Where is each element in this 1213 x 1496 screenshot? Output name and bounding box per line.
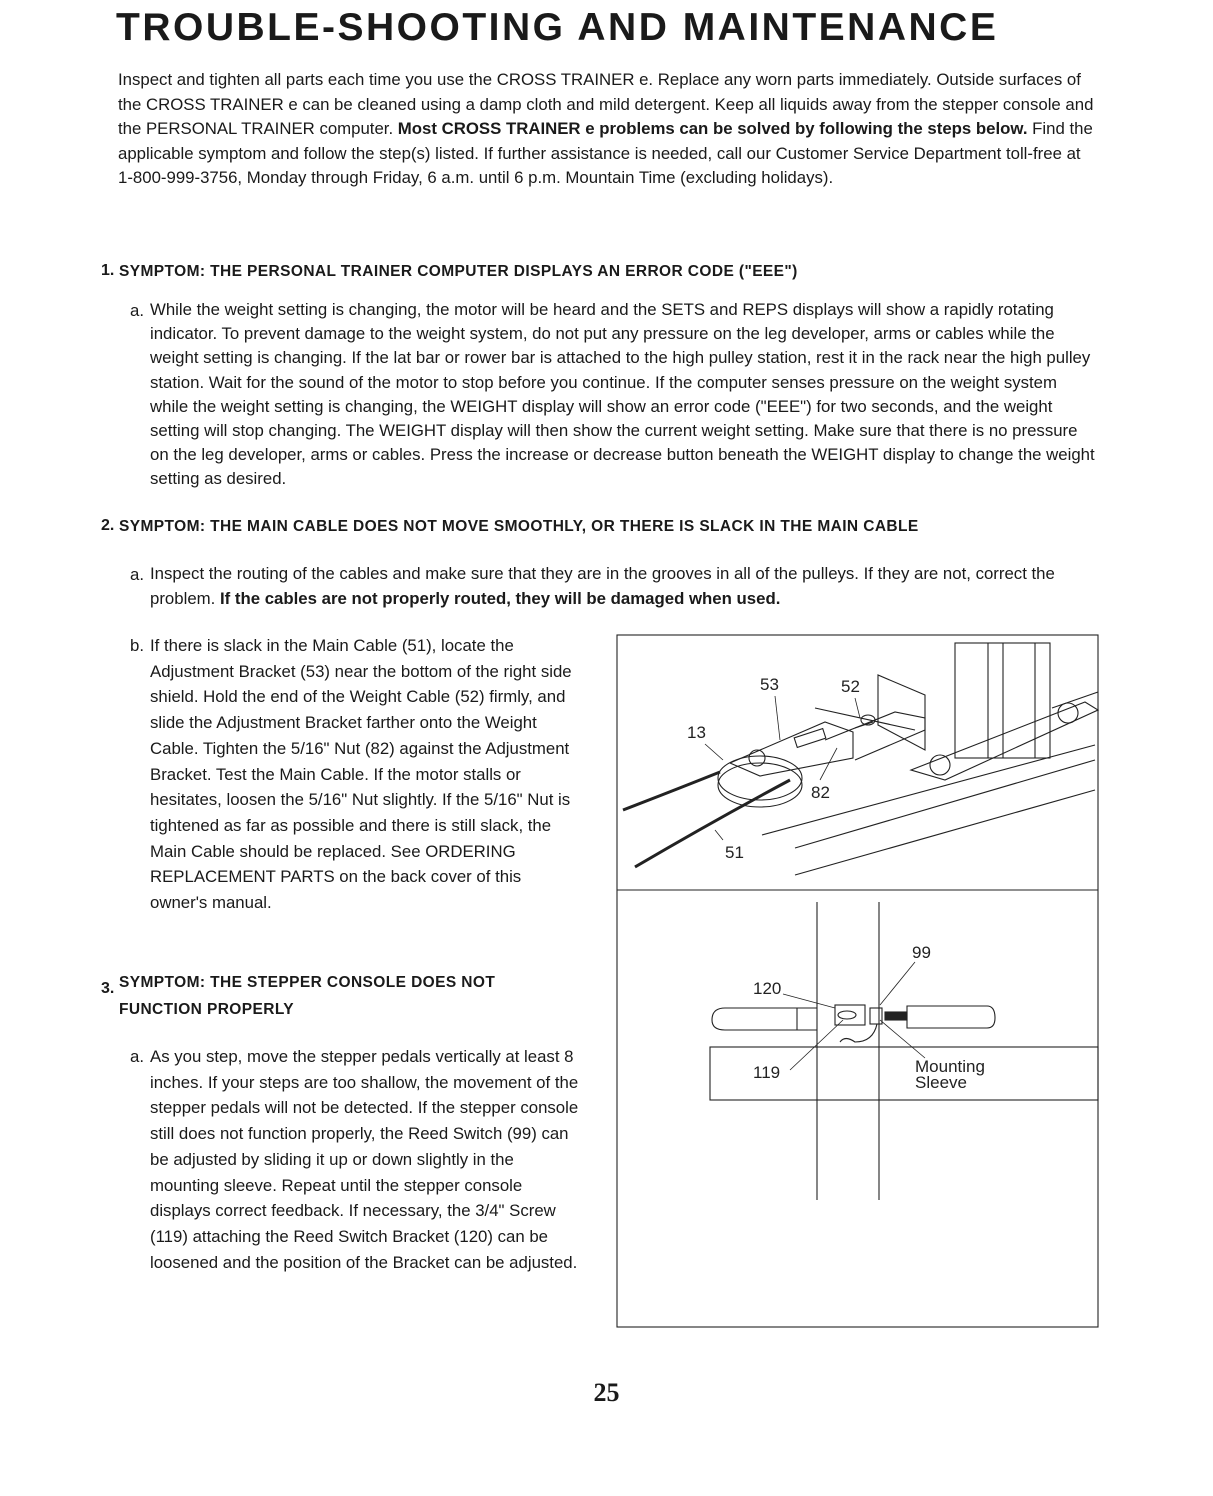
label-120: 120 — [753, 979, 782, 998]
reed-switch-drawing — [710, 902, 1098, 1200]
section-1-heading: SYMPTOM: THE PERSONAL TRAINER COMPUTER DISPLAYS AN ERROR CODE ("EEE") — [119, 263, 798, 280]
adjustment-assembly-drawing — [623, 643, 1098, 875]
section-2b-letter: b. — [130, 636, 144, 655]
section-2-number: 2. — [101, 517, 115, 534]
label-51: 51 — [725, 843, 744, 862]
section-3a-letter: a. — [130, 1047, 144, 1066]
page-title: TROUBLE-SHOOTING AND MAINTENANCE — [116, 6, 999, 49]
section-1a-text: While the weight setting is changing, the motor will be heard and the SETS and REPS displays will show a rapidly rotating indicator. To prevent damage to the weight system, do not put any pressure on the leg developer, arms or cables while the weight setting is changing. If the lat bar or rower bar is attached to the high pulley station, rest it in the rack near the high pulley station. Wait for the sound of the motor to stop before you continue. If the computer senses pressure on the weight system while the weight setting is changing, the WEIGHT display will show an error code ("EEE") for two seconds, and the weight setting will stop changing. The WEIGHT display will then show the current weight setting. Make sure that there is no pressure on the leg developer, arms or cables. Press the increase or decrease button beneath the WEIGHT display to change the weight setting as desired. — [150, 300, 1095, 489]
leader-lines — [705, 696, 860, 840]
label-82: 82 — [811, 783, 830, 802]
label-53: 53 — [760, 675, 779, 694]
section-2a-plain: Inspect the routing of the cables and make sure that they are in the grooves in all of the pulleys. If they are not, correct the problem. — [150, 564, 1055, 608]
section-1a-letter: a. — [130, 301, 144, 320]
intro-paragraph — [118, 68, 1100, 191]
label-119: 119 — [753, 1063, 781, 1082]
label-52: 52 — [841, 677, 860, 696]
section-2a-text — [150, 562, 1070, 611]
label-sleeve: Sleeve — [915, 1073, 967, 1092]
section-3-number: 3. — [101, 980, 115, 997]
section-1-number: 1. — [101, 262, 115, 279]
label-mounting: Mounting — [915, 1057, 985, 1076]
section-2a-warning: If the cables are not properly routed, they will be damaged when used. — [219, 588, 781, 608]
label-99: 99 — [912, 943, 931, 962]
intro-text: Inspect and tighten all parts each time you use the CROSS TRAINER e. Replace any worn parts immediately. Outside surfaces of the CROSS TRAINER e can be cleaned using a damp cloth and mild detergent. Keep all liquids away from the stepper console and the PERSONAL TRAINER computer. — [118, 70, 1094, 139]
section-2a-letter: a. — [130, 565, 144, 584]
intro-bold-text: Most CROSS TRAINER e problems can be solved by following the steps below. — [397, 119, 1028, 139]
cable-and-reed-switch-diagram — [615, 630, 1100, 1330]
page-number: 25 — [593, 1378, 620, 1407]
section-3-heading: SYMPTOM: THE STEPPER CONSOLE DOES NOT FUNCTION PROPERLY — [119, 974, 496, 1018]
section-3a-text: As you step, move the stepper pedals vertically at least 8 inches. If your steps are too shallow, the movement of the stepper pedals will not be detected. If the stepper console still does not function properly, the Reed Switch (99) can be adjusted by sliding it up or down slightly in the mounting sleeve. Repeat until the stepper console displays correct feedback. If necessary, the 3/4" Screw (119) attaching the Reed Switch Bracket (120) can be loosened and the position of the Bracket can be adjusted. — [150, 1047, 579, 1272]
intro-text-continued: Find the applicable symptom and follow the step(s) listed. If further assistance is needed, call our Customer Service Department toll-free at 1-800-999-3756, Monday through Friday, 6 a.m. until 6 p.m. Mountain Time (excluding holidays). — [118, 119, 1093, 188]
section-2b-text: If there is slack in the Main Cable (51), locate the Adjustment Bracket (53) near the bottom of the right side shield. Hold the end of the Weight Cable (52) firmly, and slide the Adjustment Bracket farther onto the Weight Cable. Tighten the 5/16" Nut (82) against the Adjustment Bracket. Test the Main Cable. If the motor stalls or hesitates, loosen the 5/16" Nut slightly. If the 5/16" Nut is tightened as far as possible and there is still slack, the Main Cable should be replaced. See ORDERING REPLACEMENT PARTS on the back cover of this owner's manual. — [150, 636, 572, 913]
section-2-heading: SYMPTOM: THE MAIN CABLE DOES NOT MOVE SMOOTHLY, OR THERE IS SLACK IN THE MAIN CABLE — [119, 518, 919, 535]
label-13: 13 — [687, 723, 706, 742]
